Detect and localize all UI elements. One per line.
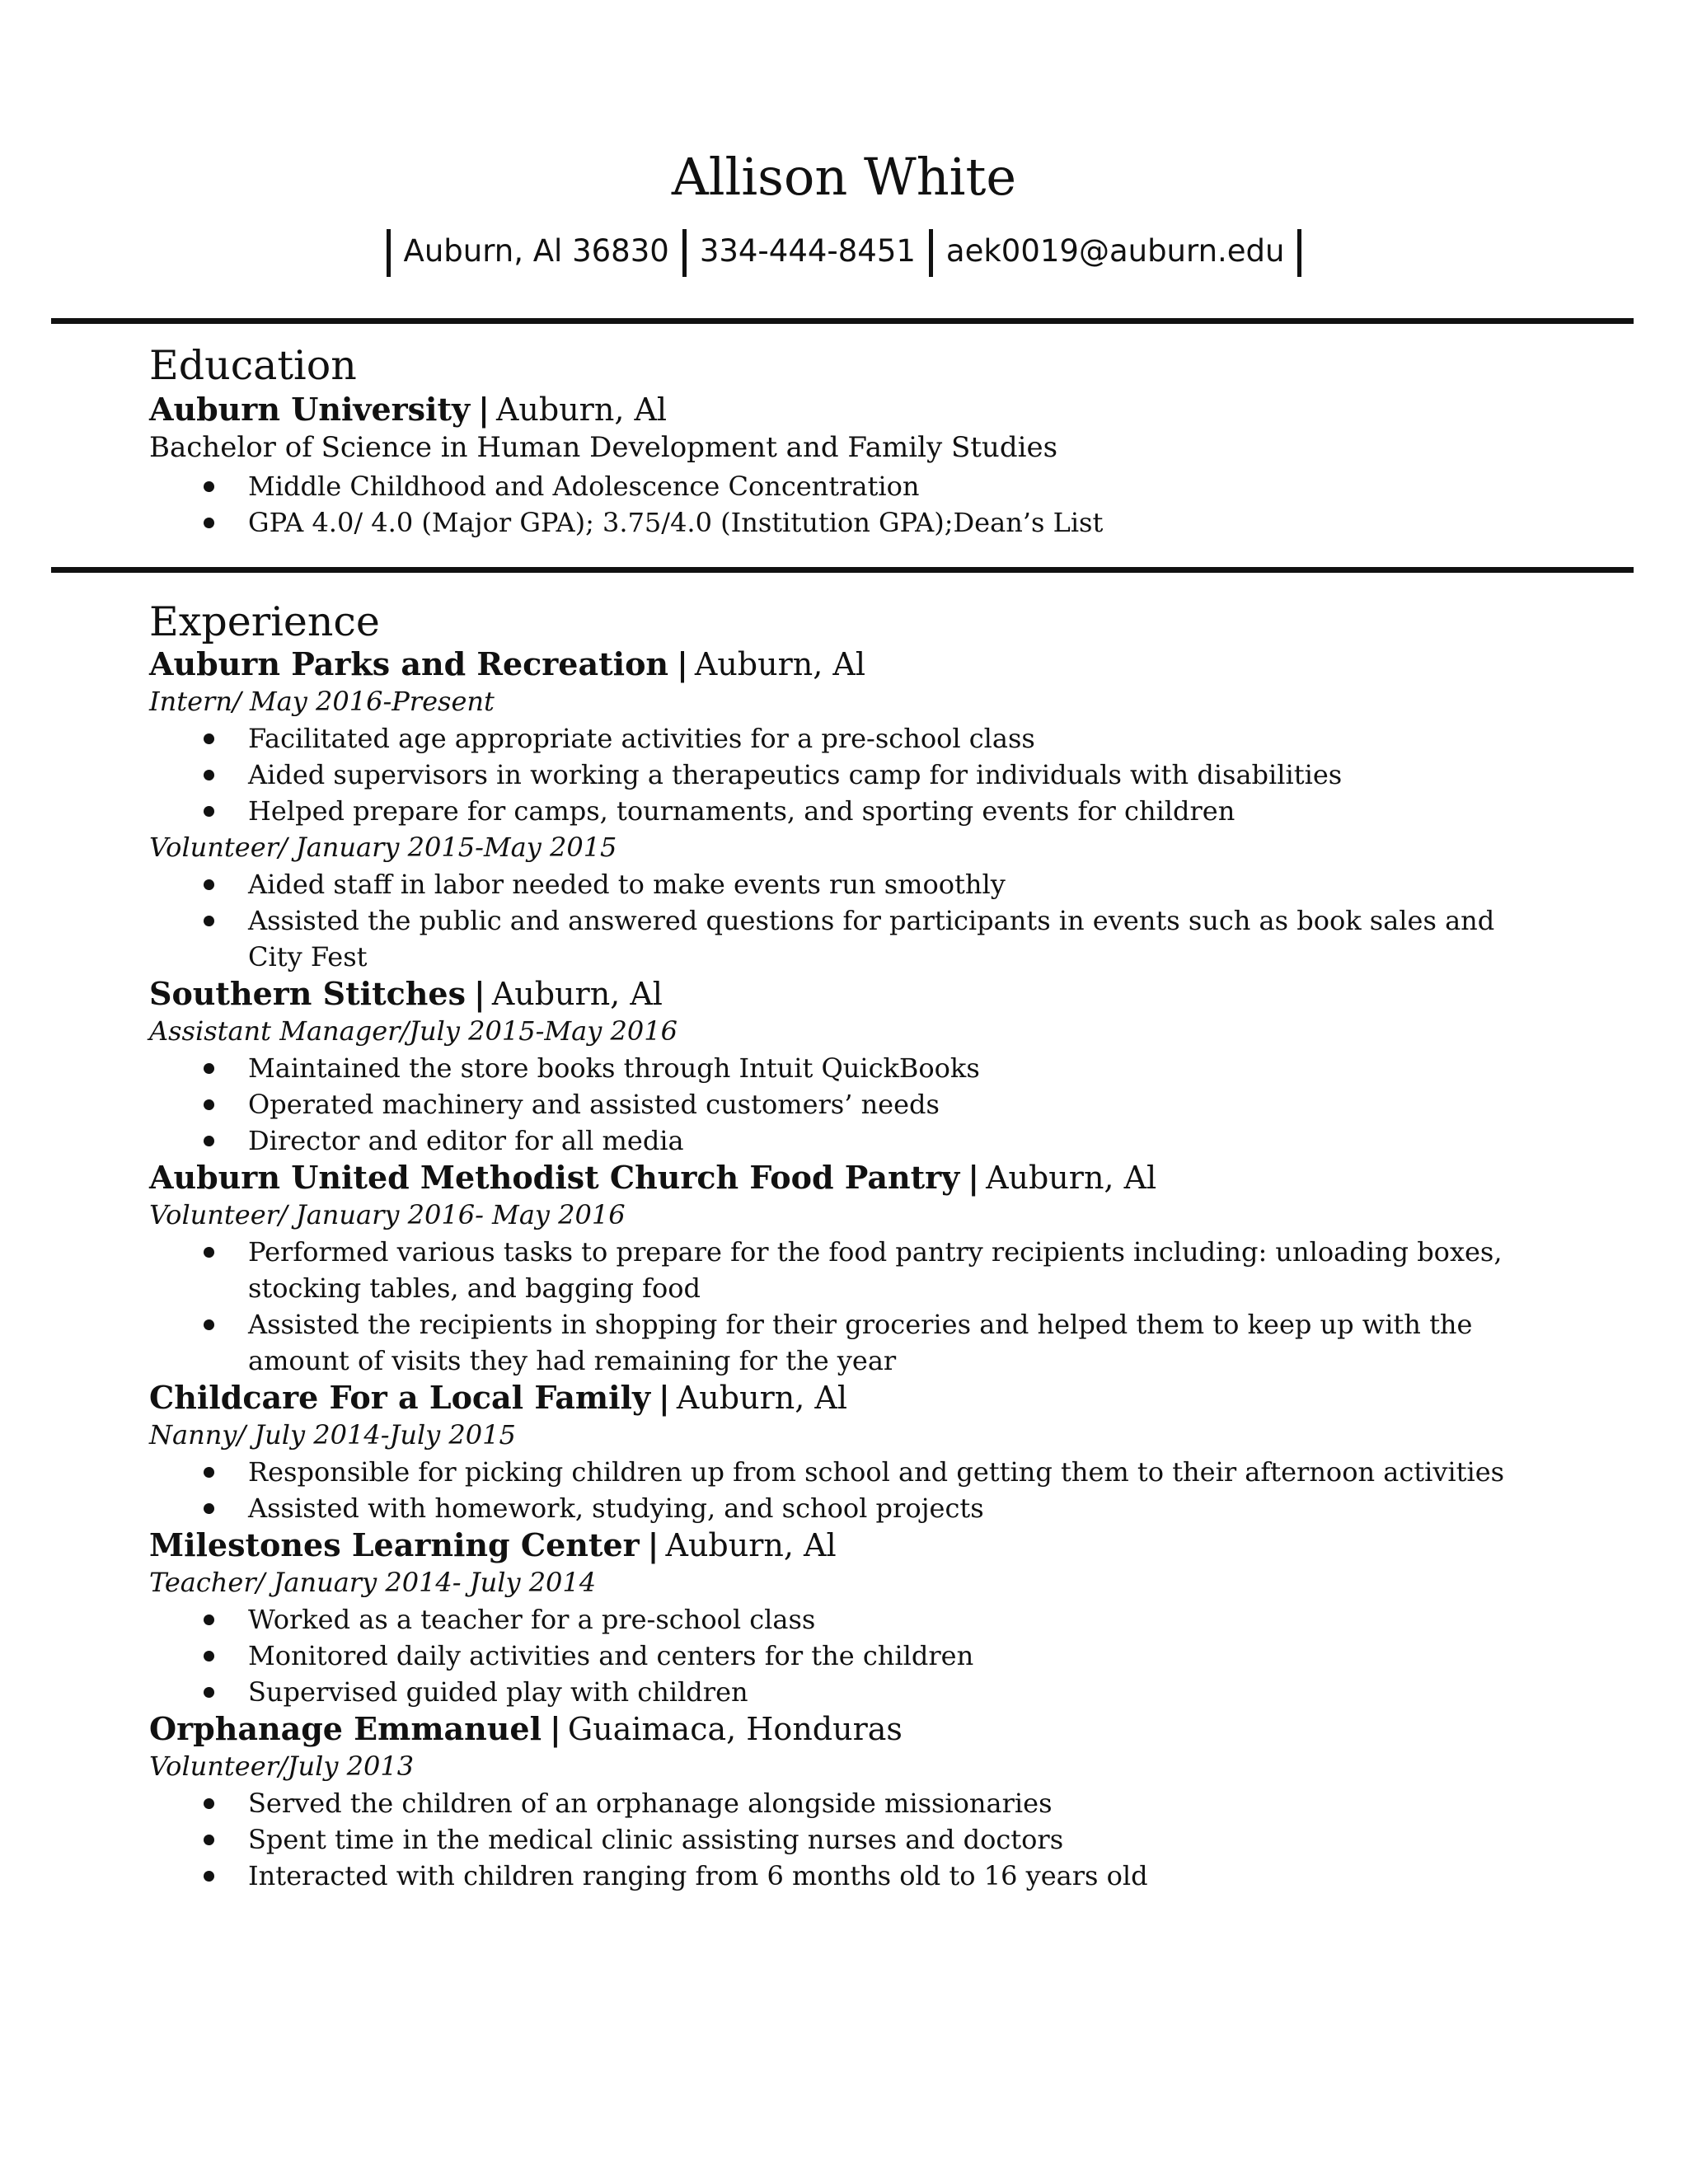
org-separator: |	[647, 1526, 659, 1563]
list-item: GPA 4.0/ 4.0 (Major GPA); 3.75/4.0 (Institution GPA);Dean’s List	[149, 504, 1526, 541]
bullet-icon	[204, 1798, 214, 1809]
employer-line	[149, 975, 1550, 1013]
role-bullets	[149, 1454, 1550, 1526]
list-item: Assisted the recipients in shopping for their groceries and helped them to keep up with the amount of visits they had remaining for the year	[149, 1306, 1526, 1379]
role-bullets	[149, 866, 1550, 975]
role-title: Volunteer/July 2013	[149, 1750, 415, 1782]
list-item: Performed various tasks to prepare for the food pantry recipients including: unloading boxes, stocking tables, and bagging food	[149, 1234, 1526, 1306]
list-item: Responsible for picking children up from school and getting them to their afternoon activities	[149, 1454, 1526, 1490]
employer-line	[149, 645, 1550, 683]
list-item: Served the children of an orphanage alongside missionaries	[149, 1785, 1526, 1821]
list-item: Maintained the store books through Intuit QuickBooks	[149, 1050, 1526, 1086]
bullet-icon	[204, 1247, 214, 1258]
bullet-icon	[204, 1099, 214, 1110]
list-item: Spent time in the medical clinic assisting nurses and doctors	[149, 1821, 1526, 1858]
role-title: Teacher/ January 2014- July 2014	[149, 1567, 597, 1598]
education-section	[149, 343, 1550, 541]
school-name: Auburn University	[149, 391, 471, 428]
employer-line	[149, 1710, 1550, 1748]
org-separator: |	[968, 1159, 980, 1196]
school-line	[149, 391, 1550, 429]
list-item: Assisted with homework, studying, and school projects	[149, 1490, 1526, 1526]
role-bullets	[149, 1785, 1550, 1894]
divider-bar	[682, 229, 687, 277]
bullet-icon	[204, 1503, 214, 1514]
bullet-icon	[204, 1651, 214, 1661]
list-item: Operated machinery and assisted customers’ needs	[149, 1086, 1526, 1122]
employer-name: Orphanage Emmanuel	[149, 1710, 542, 1747]
section-divider	[51, 567, 1634, 573]
list-item: Director and editor for all media	[149, 1122, 1526, 1159]
list-item: Monitored daily activities and centers for the children	[149, 1638, 1526, 1674]
contact-line	[0, 227, 1688, 277]
divider-bar	[387, 229, 391, 277]
bullet-icon	[204, 733, 214, 744]
list-item: Aided supervisors in working a therapeutics camp for individuals with disabilities	[149, 757, 1526, 793]
employer-line	[149, 1526, 1550, 1564]
divider-bar	[1297, 229, 1301, 277]
bullet-icon	[204, 806, 214, 817]
bullet-icon	[204, 1063, 214, 1074]
list-item: Supervised guided play with children	[149, 1674, 1526, 1710]
education-bullets	[149, 468, 1550, 541]
list-item: Middle Childhood and Adolescence Concentration	[149, 468, 1526, 504]
education-heading: Education	[149, 342, 357, 389]
degree: Bachelor of Science in Human Development and Family Studies	[149, 431, 1058, 464]
employer-name: Childcare For a Local Family	[149, 1379, 651, 1416]
employer-name: Auburn United Methodist Church Food Pantry	[149, 1159, 960, 1196]
bullet-icon	[204, 1136, 214, 1146]
employer-name: Southern Stitches	[149, 975, 466, 1012]
org-separator: |	[659, 1379, 670, 1416]
role-bullets	[149, 720, 1550, 829]
candidate-name: Allison White	[671, 147, 1017, 207]
employer-name: Milestones Learning Center	[149, 1526, 640, 1563]
employer-location: Auburn, Al	[665, 1527, 837, 1563]
employer-location: Auburn, Al	[986, 1160, 1157, 1196]
role-title: Intern/ May 2016-Present	[149, 686, 495, 717]
list-item: Helped prepare for camps, tournaments, and sporting events for children	[149, 793, 1526, 829]
employer-name: Auburn Parks and Recreation	[149, 645, 669, 682]
employer-line	[149, 1159, 1550, 1197]
role-title: Nanny/ July 2014-July 2015	[149, 1419, 516, 1451]
bullet-icon	[204, 518, 214, 528]
employer-location: Auburn, Al	[491, 976, 663, 1012]
role-title: Volunteer/ January 2015-May 2015	[149, 832, 617, 863]
section-divider	[51, 318, 1634, 324]
list-item: Assisted the public and answered questions for participants in events such as book sales and City Fest	[149, 902, 1526, 975]
bullet-icon	[204, 481, 214, 492]
school-location: Auburn, Al	[495, 391, 668, 428]
contact-location: Auburn, Al 36830	[403, 233, 669, 269]
org-separator: |	[677, 645, 688, 682]
employer-location: Auburn, Al	[676, 1380, 847, 1416]
bullet-icon	[204, 1871, 214, 1882]
role-bullets	[149, 1601, 1550, 1710]
bullet-icon	[204, 879, 214, 890]
org-separator: |	[473, 975, 485, 1012]
role-bullets	[149, 1234, 1550, 1379]
role-bullets	[149, 1050, 1550, 1159]
list-item: Worked as a teacher for a pre-school class	[149, 1601, 1526, 1638]
bullet-icon	[204, 1615, 214, 1625]
role-title: Volunteer/ January 2016- May 2016	[149, 1199, 626, 1230]
bullet-icon	[204, 916, 214, 926]
org-separator: |	[550, 1710, 561, 1747]
experience-heading: Experience	[149, 598, 380, 645]
experience-section	[149, 599, 1550, 1894]
bullet-icon	[204, 1835, 214, 1845]
bullet-icon	[204, 770, 214, 780]
divider-bar	[929, 229, 933, 277]
bullet-icon	[204, 1319, 214, 1330]
bullet-icon	[204, 1467, 214, 1478]
org-separator: |	[478, 391, 490, 428]
employer-line	[149, 1379, 1550, 1417]
contact-email: aek0019@auburn.edu	[945, 233, 1285, 269]
employer-location: Guaimaca, Honduras	[567, 1711, 903, 1747]
employer-location: Auburn, Al	[694, 646, 865, 682]
bullet-icon	[204, 1687, 214, 1698]
list-item: Aided staff in labor needed to make events run smoothly	[149, 866, 1526, 902]
list-item: Facilitated age appropriate activities for a pre-school class	[149, 720, 1526, 757]
list-item: Interacted with children ranging from 6 months old to 16 years old	[149, 1858, 1526, 1894]
role-title: Assistant Manager/July 2015-May 2016	[149, 1015, 678, 1047]
contact-phone: 334-444-8451	[699, 233, 916, 269]
